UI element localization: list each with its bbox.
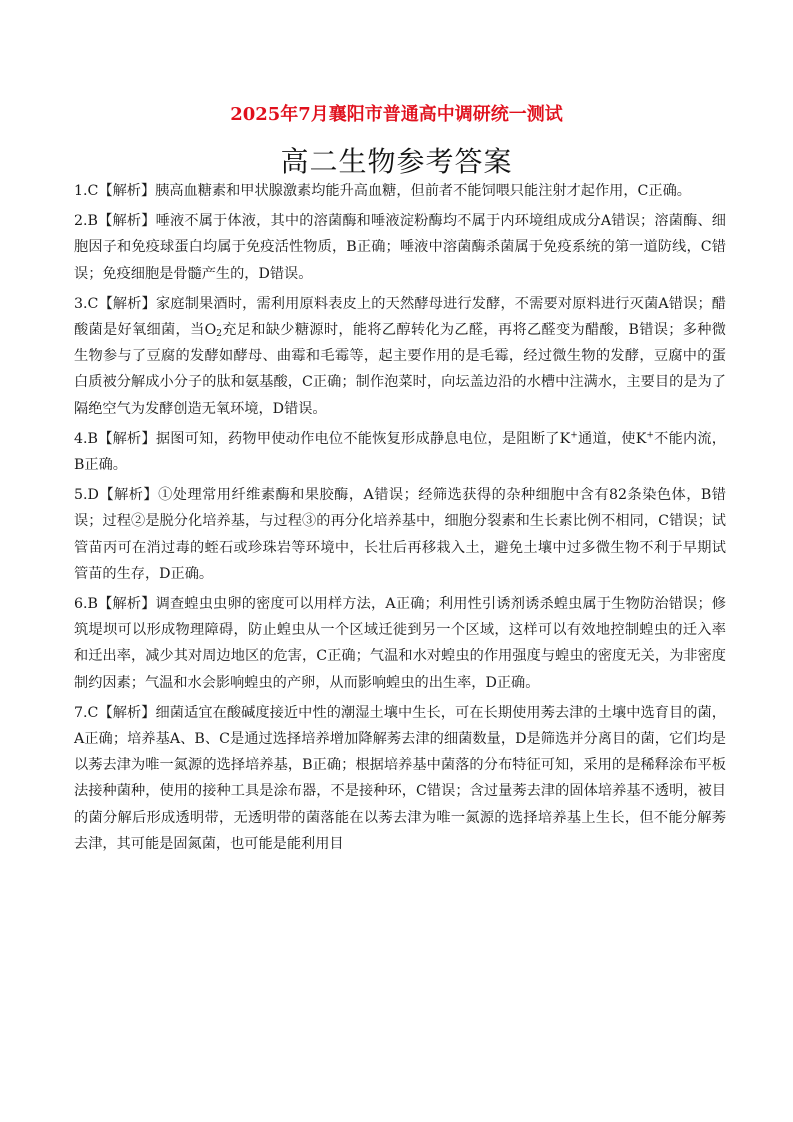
answer-number: 5.D xyxy=(74,487,99,504)
analysis-tag: 【解析】 xyxy=(98,704,156,721)
subscript: 2 xyxy=(216,329,222,340)
answer-text: 唾液不属于体液，其中的溶菌酶和唾液淀粉酶均不属于内环境组成成分A错误；溶菌酶、细胞因子和免疫球蛋白均属于免疫活性物质，B正确；唾液中溶菌酶杀菌属于免疫系统的第一道防线，C错误；免疫细胞是骨髓产生的，D错误。 xyxy=(74,213,726,282)
answer-text: 据图可知，药物甲使动作电位不能恢复形成静息电位，是阻断了K xyxy=(155,430,571,447)
answer-item-5 xyxy=(74,482,726,587)
answer-item-2 xyxy=(74,208,726,287)
superscript: + xyxy=(646,430,654,441)
exam-subtitle: 2025年7月襄阳市普通高中调研统一测试 xyxy=(230,104,563,125)
analysis-tag: 【解析】 xyxy=(98,487,159,504)
answer-number: 4.B xyxy=(74,430,98,447)
analysis-tag: 【解析】 xyxy=(98,183,156,199)
answer-list xyxy=(74,178,726,861)
page-title: 高二生物参考答案 xyxy=(280,145,513,178)
answer-text: 细菌适宜在酸碱度接近中性的潮湿土壤中生长，可在长期使用莠去津的土壤中选育目的菌，A正确；培养基A、B、C是通过选择培养增加降解莠去津的细菌数量，D是筛选并分离目的菌，它们均是以莠去津为唯一氮源的选择培养基，B正确；根据培养基中菌落的分布特征可知，采用的是稀释涂布平板法接种菌种，使用的接种工具是涂布器，不是接种环，C错误；含过量莠去津的固体培养基不透明，被目的菌分解后形成透明带，无透明带的菌落能在以莠去津为唯一氮源的选择培养基上生长，但不能分解莠去津，其可能是固氮菌，也可能是能利用目 xyxy=(74,704,726,852)
analysis-tag: 【解析】 xyxy=(97,596,156,613)
answer-text: 调查蝗虫虫卵的密度可以用样方法，A正确；利用性引诱剂诱杀蝗虫属于生物防治错误；修筑堤坝可以形成物理障碍，防止蝗虫从一个区域迁徙到另一个区域，这样可以有效地控制蝗虫的迁入率和迁出率，减少其对周边地区的危害，C正确；气温和水对蝗虫的作用强度与蝗虫的密度无关，为非密度制约因素；气温和水会影响蝗虫的产卵，从而影响蝗虫的出生率，D正确。 xyxy=(74,596,726,691)
answer-text: ①处理常用纤维素酶和果胶酶，A错误；经筛选获得的杂种细胞中含有82条染色体，B错误；过程②是脱分化培养基，与过程③的再分化培养基中，细胞分裂素和生长素比例不相同，C错误；试管苗丙可在消过毒的蛭石或珍珠岩等环境中，长壮后再移栽入土，避免土壤中过多微生物不利于早期试管苗的生存，D正确。 xyxy=(74,487,726,582)
superscript: + xyxy=(570,430,578,441)
answer-number: 2.B xyxy=(74,213,98,230)
answer-text: 胰高血糖素和甲状腺激素均能升高血糖，但前者不能饲喂只能注射才起作用，C正确。 xyxy=(155,183,691,199)
answer-item-1 xyxy=(74,178,726,204)
analysis-tag: 【解析】 xyxy=(97,430,156,447)
answer-item-6 xyxy=(74,591,726,696)
answer-number: 1.C xyxy=(74,183,99,199)
answer-number: 3.C xyxy=(74,295,99,312)
answer-number: 6.B xyxy=(74,596,98,613)
answer-text: 不能内流，B正确。 xyxy=(74,430,726,474)
analysis-tag: 【解析】 xyxy=(98,295,156,312)
answer-item-4 xyxy=(74,426,726,478)
analysis-tag: 【解析】 xyxy=(97,213,156,230)
answer-text: 家庭制果酒时，需利用原料表皮上的天然酵母进行发酵，不需要对原料进行灭菌A错误；醋酸菌是好氧细菌，当O xyxy=(74,295,726,339)
answer-text: 通道，使K xyxy=(577,430,647,447)
answer-text: 充足和缺少糖源时，能将乙醇转化为乙醛，再将乙醛变为醋酸，B错误；多种微生物参与了豆腐的发酵如酵母、曲霉和毛霉等，起主要作用的是毛霉，经过微生物的发酵，豆腐中的蛋白质被分解成小分子的肽和氨基酸，C正确；制作泡菜时，向坛盖边沿的水槽中注满水，主要目的是为了隔绝空气为发酵创造无氧环境，D错误。 xyxy=(74,322,726,417)
answer-item-3 xyxy=(74,291,726,422)
answer-item-7 xyxy=(74,700,726,857)
answer-number: 7.C xyxy=(74,704,99,721)
